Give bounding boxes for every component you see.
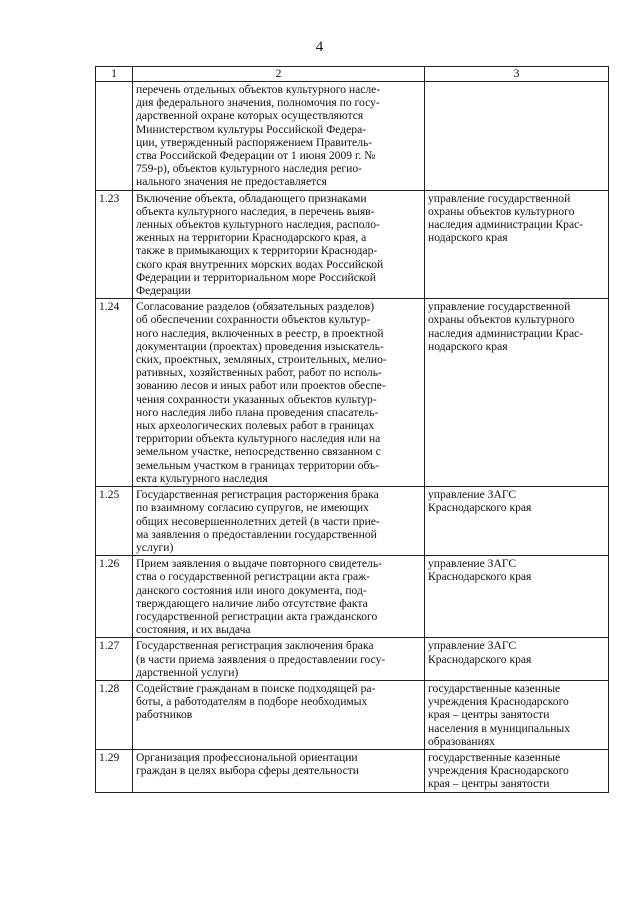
service-description-text: Организация профессиональной ориентации граждан в целях выбора сферы деятельности (136, 750, 359, 778)
responsible-organization (425, 638, 609, 681)
table-row (96, 190, 609, 299)
responsible-organization (425, 190, 609, 299)
service-description-text: Согласование разделов (обязательных разделов) об обеспечении сохранности объектов культур- ного наследия, включенных в реестр, в проектной документации (проектах) проведения изыскатель- ских, проектных, земляных, строительных, мелио- ративных, хозяйственных работ, работ по исполь- зованию лесов и иных работ или проектов обеспе- чения сохранности указанных объектов культур- ного наследия либо плана проведения спасатель- ных археологических полевых работ в границах территории объекта культурного наследия или на земельном участке, непосредственно связанном с земельным участком в границах территории объ- екта культурного наследия (136, 300, 387, 485)
responsible-organization-text: управление ЗАГС Краснодарского края (428, 488, 532, 515)
table-row (96, 638, 609, 681)
service-description-text: Включение объекта, обладающего признаками объекта культурного наследия, в перечень выяв- ленных объектов культурного наследия, располо- женных на территории Краснодарского края, а также в примыкающих к территории Краснодар- ского края внутренних морских водах Российской Федерации и территориальном море Российской Федерации (136, 191, 384, 298)
column-header-number: 1 (96, 67, 133, 82)
row-number: 1.27 (96, 638, 133, 681)
row-number: 1.29 (96, 749, 133, 792)
service-description (133, 680, 425, 749)
responsible-organization-text: государственные казенные учреждения Краснодарского края – центры занятости населения в муниципальных образованиях (428, 681, 570, 748)
service-description-text: Прием заявления о выдаче повторного свидетель- ства о государственной регистрации акта граж- данского состояния или иного документа, под- тверждающего наличие либо отсутствие факта государственной регистрации акта гражданского состояния, и их выдача (136, 557, 382, 637)
table-row (96, 680, 609, 749)
row-number: 1.26 (96, 556, 133, 638)
column-header-service: 2 (133, 67, 425, 82)
service-description (133, 190, 425, 299)
service-description (133, 556, 425, 638)
service-description-text: Государственная регистрация заключения брака (в части приема заявления о предоставлении госу- дарственной услуги) (136, 639, 386, 679)
responsible-organization-text: управление государственной охраны объектов культурного наследия администрации Крас- нодарского края (428, 300, 584, 353)
row-number: 1.28 (96, 680, 133, 749)
services-table (95, 66, 609, 793)
responsible-organization (425, 680, 609, 749)
service-description (133, 82, 425, 191)
service-description-text: Содействие гражданам в поиске подходящей ра- боты, а работодателям в подборе необходимых работников (136, 681, 376, 722)
responsible-organization (425, 487, 609, 556)
responsible-organization-text: управление ЗАГС Краснодарского края (428, 639, 532, 666)
responsible-organization (425, 82, 609, 191)
table-row (96, 299, 609, 487)
responsible-organization (425, 299, 609, 487)
table-header-row (96, 67, 609, 82)
row-number (96, 82, 133, 191)
responsible-organization-text: управление государственной охраны объектов культурного наследия администрации Крас- нодарского края (428, 191, 584, 245)
table-row (96, 749, 609, 792)
row-number: 1.24 (96, 299, 133, 487)
responsible-organization-text: управление ЗАГС Краснодарского края (428, 557, 532, 584)
row-number: 1.25 (96, 487, 133, 556)
responsible-organization (425, 749, 609, 792)
row-number: 1.23 (96, 190, 133, 299)
service-description (133, 638, 425, 681)
service-description-text: Государственная регистрация расторжения брака по взаимному согласию супругов, не имеющих общих несовершеннолетних детей (в части прие- ма заявления о предоставлении государственной услуги) (136, 488, 380, 554)
table-row (96, 556, 609, 638)
responsible-organization (425, 556, 609, 638)
service-description (133, 487, 425, 556)
table-row (96, 82, 609, 191)
service-description (133, 299, 425, 487)
responsible-organization-text: государственные казенные учреждения Краснодарского края – центры занятости (428, 750, 569, 791)
page-number: 4 (315, 39, 324, 55)
service-description (133, 749, 425, 792)
table-row (96, 487, 609, 556)
column-header-organization: 3 (425, 67, 609, 82)
service-description-text: перечень отдельных объектов культурного насле- дия федерального значения, полномочия по госу- дарственной охране которых осуществляются Министерством культуры Российской Федера- ции, утвержденный распоряжением Правитель- ства Российской Федерации от 1 июня 2009 г. № 759-р), объектов культурного наследия регио- нального значения не предоставляется (136, 83, 381, 189)
